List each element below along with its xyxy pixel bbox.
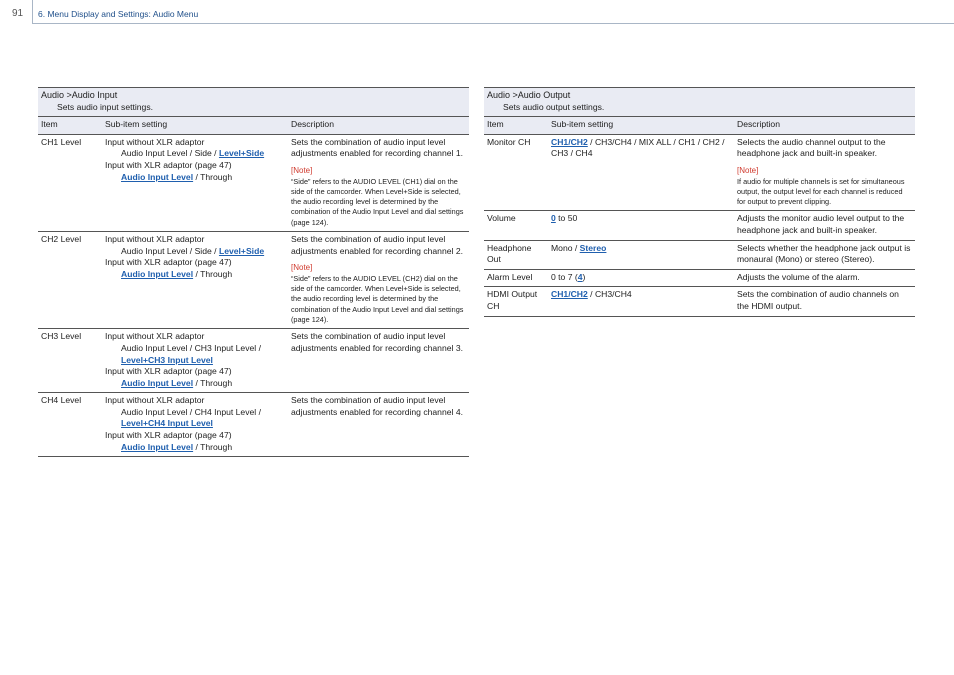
- default-option: Audio Input Level: [121, 268, 194, 279]
- col-header-item: Item: [38, 117, 102, 135]
- sub-item-line: [105, 355, 285, 367]
- sub-item-line: Input with XLR adaptor (page 47): [105, 366, 232, 377]
- description-text: Selects the audio channel output to the headphone jack and built-in speaker.: [737, 136, 886, 159]
- audio-input-table: [38, 87, 469, 457]
- sub-item-cell: [548, 211, 734, 240]
- item-cell: Monitor CH: [484, 134, 548, 211]
- option-text: ): [582, 271, 586, 282]
- table-row: [38, 232, 469, 329]
- sub-item-line: Input without XLR adaptor: [105, 331, 205, 342]
- sub-item-line: Audio Input Level / CH3 Input Level /: [121, 342, 261, 353]
- note-text: “Side” refers to the AUDIO LEVEL (CH2) dial on the side of the camcorder. When Level+Side is selected, the audio recording level is determined by the combination of the Audio Input Level and dial settings (page 124).: [291, 273, 464, 325]
- page-number: 91: [12, 8, 24, 19]
- col-header-description: Description: [288, 117, 469, 135]
- page-header: [0, 0, 954, 24]
- description-cell: [734, 134, 915, 211]
- sub-item-line: Input without XLR adaptor: [105, 136, 205, 147]
- description-cell: [288, 393, 469, 457]
- default-option: Level+Side: [218, 245, 265, 256]
- item-cell: CH2 Level: [38, 232, 102, 329]
- sub-item-line: Input without XLR adaptor: [105, 234, 205, 245]
- col-header-item: Item: [484, 117, 548, 135]
- sub-item-cell: [548, 287, 734, 316]
- description-cell: Selects whether the headphone jack output is monaural (Mono) or stereo (Stereo).: [734, 240, 915, 269]
- col-header-description: Description: [734, 117, 915, 135]
- default-option: 4: [577, 271, 583, 282]
- option-text: Mono /: [551, 242, 580, 253]
- default-option: Audio Input Level: [121, 441, 194, 452]
- item-cell: HDMI Output CH: [484, 287, 548, 316]
- default-option: Audio Input Level: [121, 171, 194, 182]
- sub-item-line: [105, 418, 285, 430]
- description-cell: [288, 329, 469, 393]
- description-text: Sets the combination of audio input level adjustments enabled for recording channel 2.: [291, 234, 463, 256]
- sub-item-line: [105, 442, 285, 454]
- table-title: Audio >Audio Output: [487, 90, 571, 100]
- sub-item-cell: [102, 393, 288, 457]
- sub-item-line: [105, 378, 285, 390]
- default-option: Stereo: [579, 242, 607, 253]
- option-text: / CH3/CH4: [587, 289, 632, 300]
- sub-item-line: Input with XLR adaptor (page 47): [105, 257, 232, 268]
- option-text: 0 to 7 (: [551, 271, 578, 282]
- col-header-sub-item: Sub-item setting: [548, 117, 734, 135]
- sub-item-line: [105, 269, 285, 281]
- option-text: / CH3/CH4 / MIX ALL / CH1 / CH2 / CH3 / CH4: [551, 136, 725, 159]
- item-cell: Volume: [484, 211, 548, 240]
- description-cell: [288, 232, 469, 329]
- option-text: / Through: [193, 268, 233, 279]
- col-header-sub-item: Sub-item setting: [102, 117, 288, 135]
- default-option: 0: [551, 213, 556, 224]
- item-cell: Headphone Out: [484, 240, 548, 269]
- default-option: Level+CH3 Input Level: [121, 354, 213, 365]
- sub-item-line: [105, 172, 285, 184]
- sub-item-line: [105, 246, 285, 258]
- description-cell: [288, 134, 469, 231]
- option-text: / Through: [193, 377, 233, 388]
- default-option: CH1/CH2: [551, 289, 588, 300]
- sub-item-line: Audio Input Level / CH4 Input Level /: [121, 406, 261, 417]
- header-rule: [32, 23, 954, 24]
- sub-item-cell: [548, 269, 734, 287]
- note-label: [Note]: [291, 263, 313, 273]
- sub-item-line: Input with XLR adaptor (page 47): [105, 430, 232, 441]
- sub-item-line: Input with XLR adaptor (page 47): [105, 159, 232, 170]
- table-row: [484, 240, 915, 269]
- table-header-row: [484, 117, 915, 135]
- table-subtitle: Sets audio output settings.: [503, 101, 605, 112]
- table-row: [38, 134, 469, 231]
- table-title-row: [38, 88, 469, 117]
- note-text: “Side” refers to the AUDIO LEVEL (CH1) dial on the side of the camcorder. When Level+Side is selected, the audio recording level is determined by the combination of the Audio Input Level and dial settings (page 124).: [291, 176, 464, 227]
- item-cell: CH4 Level: [38, 393, 102, 457]
- table-row: [38, 393, 469, 457]
- sub-item-cell: [548, 134, 734, 211]
- item-cell: Alarm Level: [484, 269, 548, 287]
- default-option: Level+Side: [218, 148, 265, 159]
- sub-item-cell: [102, 329, 288, 393]
- header-divider: [32, 0, 33, 24]
- item-cell: CH3 Level: [38, 329, 102, 393]
- sub-item-cell: [102, 232, 288, 329]
- table-row: [484, 211, 915, 240]
- default-option: Level+CH4 Input Level: [121, 418, 213, 429]
- description-text: Sets the combination of audio input level adjustments enabled for recording channel 3.: [291, 331, 463, 353]
- note-label: [Note]: [291, 165, 313, 175]
- table-subtitle: Sets audio input settings.: [57, 101, 154, 112]
- option-text: to 50: [555, 213, 578, 224]
- option-text: / Through: [193, 171, 233, 182]
- table-row: [484, 134, 915, 211]
- note-label: [Note]: [737, 165, 759, 175]
- sub-item-cell: [102, 134, 288, 231]
- description-cell: Adjusts the volume of the alarm.: [734, 269, 915, 287]
- table-row: [484, 287, 915, 316]
- table-title-row: [484, 88, 915, 117]
- sub-item-line: [105, 148, 285, 160]
- sub-item-line: Input without XLR adaptor: [105, 395, 205, 406]
- description-cell: Adjusts the monitor audio level output to the headphone jack and built-in speaker.: [734, 211, 915, 240]
- note-text: If audio for multiple channels is set for simultaneous output, the output level for each channel is reduced for output to prevent clipping.: [737, 176, 905, 207]
- table-row: [484, 269, 915, 287]
- default-option: Audio Input Level: [121, 377, 194, 388]
- option-text: / Through: [193, 441, 233, 452]
- option-text: Audio Input Level / Side /: [121, 148, 219, 159]
- description-text: Sets the combination of audio input level adjustments enabled for recording channel 1.: [291, 136, 463, 159]
- chapter-title: 6. Menu Display and Settings: Audio Menu: [38, 9, 199, 19]
- option-text: Audio Input Level / Side /: [121, 245, 219, 256]
- item-cell: CH1 Level: [38, 134, 102, 231]
- table-row: [38, 329, 469, 393]
- table-title: Audio >Audio Input: [41, 90, 118, 100]
- default-option: CH1/CH2: [551, 136, 588, 147]
- table-header-row: [38, 117, 469, 135]
- description-cell: Sets the combination of audio channels on the HDMI output.: [734, 287, 915, 316]
- audio-output-table: [484, 87, 915, 317]
- sub-item-cell: [548, 240, 734, 269]
- description-text: Sets the combination of audio input level adjustments enabled for recording channel 4.: [291, 395, 463, 417]
